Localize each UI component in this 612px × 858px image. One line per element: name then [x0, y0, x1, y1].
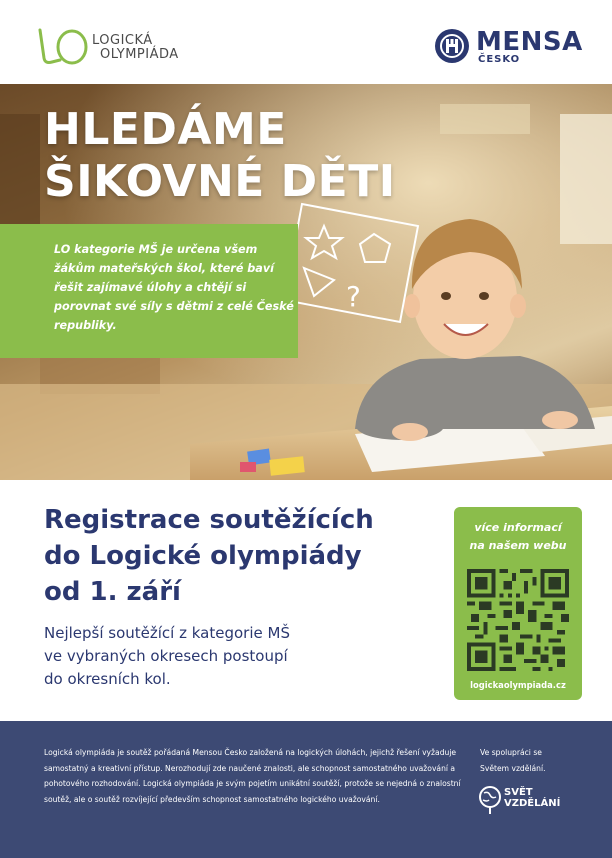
pentagon-icon	[360, 234, 390, 262]
qr-code-icon[interactable]	[467, 569, 569, 671]
svet-vzdelani-globe-icon	[478, 785, 502, 815]
registration-sub-line3: do okresních kol.	[44, 670, 171, 688]
svet-vzdelani-logo[interactable]	[478, 783, 568, 817]
logic-shapes-overlay	[282, 196, 422, 326]
qr-info-box	[454, 507, 582, 700]
coop-line1: Ve spolupráci se	[480, 748, 542, 757]
lo-logo-line2: OLYMPIÁDA	[100, 47, 179, 62]
svet-vzdelani-text	[504, 787, 560, 809]
registration-sub-line2: ve vybraných okresech postoupí	[44, 647, 288, 665]
qr-heading	[454, 519, 582, 555]
lo-logo-line1: LOGICKÁ	[92, 33, 153, 48]
headline-line1: HLEDÁME	[44, 104, 287, 155]
registration-title	[44, 502, 454, 610]
lo-logo-text	[92, 34, 179, 62]
mensa-logo-icon	[434, 28, 470, 64]
footer	[0, 721, 612, 858]
mensa-name: MENSA	[476, 27, 583, 57]
footer-description: Logická olympiáda je soutěž pořádaná Mensou Česko založená na logických úlohách, jejichž řešení vyžaduje samostatný a kreativní přístup. Nerozhodují zde naučené znalosti, ale schopnost samostatného uvažování a pohotového rozhodování. Logická olympiáda je svým pojetím unikátní soutěží, protože se nejedná o znalostní soutěž, ale o soutěž rozvíjející především schopnost samostatného logického uvažování.	[44, 748, 461, 804]
qr-heading-line1: více informací	[474, 521, 562, 534]
triangle-icon	[304, 268, 334, 296]
cooperation-note	[480, 745, 546, 776]
coop-line2: Světem vzdělání.	[480, 763, 546, 773]
headline-line2: ŠIKOVNÉ DĚTI	[44, 156, 396, 207]
qr-url-link[interactable]: logickaolympiada.cz	[470, 680, 566, 690]
mensa-sub: ČESKO	[478, 54, 521, 65]
registration-sub-line1: Nejlepší soutěžící z kategorie MŠ	[44, 624, 290, 642]
registration-title-line1: Registrace soutěžících	[44, 505, 374, 535]
logicka-olympiada-logo[interactable]	[36, 28, 186, 68]
header	[0, 0, 612, 84]
mensa-logo[interactable]	[434, 27, 583, 72]
registration-subtitle	[44, 622, 374, 691]
question-mark: ?	[346, 280, 361, 313]
intro-text: LO kategorie MŠ je určena všem žákům mateřských škol, které baví řešit zajímavé úlohy a chtějí si porovnat své síly s dětmi z celé České republiky.	[54, 243, 294, 332]
star-icon	[306, 226, 342, 258]
sv-line1: SVĚT	[504, 787, 533, 798]
qr-heading-line2: na našem webu	[469, 539, 567, 552]
registration-title-line2: do Logické olympiády	[44, 541, 362, 571]
lo-logo-icon	[36, 28, 92, 68]
headline	[44, 104, 396, 208]
registration-title-line3: od 1. září	[44, 577, 181, 607]
sv-line2: VZDĚLÁNÍ	[504, 798, 561, 809]
